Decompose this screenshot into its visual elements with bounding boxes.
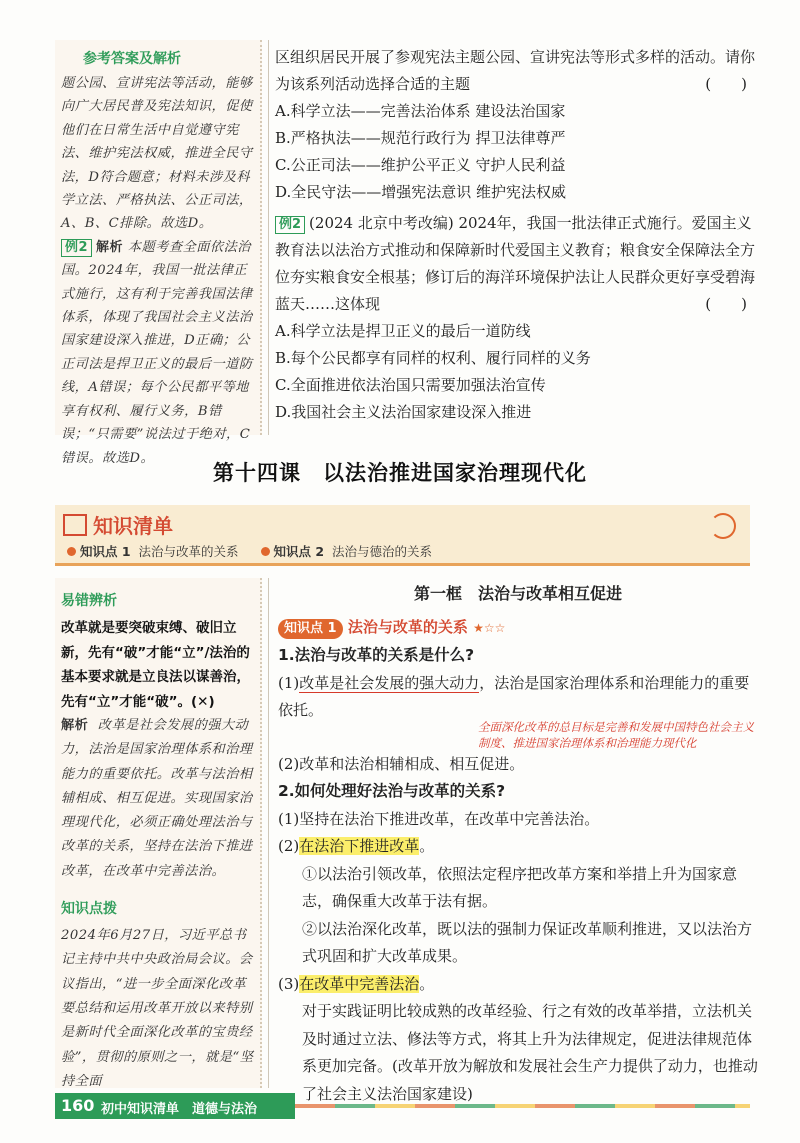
answer-text-2: 本题考查全面依法治国。2024年，我国一批法律正式施行，这有利于完善我国法律体系，体现了我国社会主义法治国家建设深入推进，D正确；公正司法是捍卫正义的最后一道防线，A错误；每个公民都平等地享有权利、履行义务，B错误；“只需要”说法过于绝对，C错误。故选D。 [61,239,253,466]
error-analysis: 解析 改革是社会发展的强大动力，法治是国家治理体系和治理能力的重要依托。改革与法治相辅相成、相互促进。实现国家治理现代化，必须正确处理法治与改革的关系，坚持在法治下推进改革，在改革中完善法治。 [61,718,253,879]
answer-1-1: (1)改革是社会发展的强大动力，法治是国家治理体系和治理能力的重要依托。 [278,673,750,719]
answer-heading: 参考答案及解析 [83,51,181,67]
knowledge-point-2[interactable]: 知识点 2 法治与德治的关系 [261,544,433,559]
banner-title: 知识清单 [93,514,173,538]
frame-title: 第一框 法治与改革相互促进 [413,584,622,603]
knowledge-point-1[interactable]: 知识点 1 法治与改革的关系 [67,544,239,559]
example1-option-c: C.公正司法——维护公平正义 守护人民利益 [275,156,566,174]
tips-heading: 知识点拨 [61,901,117,918]
checkbox-icon [63,514,87,536]
book-title: 初中知识清单 道德与法治 [101,1102,258,1117]
example-tag: 例2 [61,239,92,257]
difficulty-stars: ★☆☆ [473,620,506,635]
answer-2-2: (2)在法治下推进改革。 [278,837,435,855]
footer-stripe [295,1104,750,1108]
tips-text: 2024年6月27日，习近平总书记主持中共中央政治局会议。会议指出，“进一步全面深化改革要总结和运用改革开放以来特别是新时代全面深化改革的宝贵经验”，贯彻的原则之一，就是“坚持全面 [61,928,254,1089]
main-content [278,578,758,1108]
answer-sidebar [55,40,262,466]
answer-2-1: (1)坚持在法治下推进改革，在改革中完善法治。 [278,809,600,828]
question-2: 2.如何处理好法治与改革的关系? [278,782,506,800]
column-divider-2 [268,578,269,1088]
example2-option-d: D.我国社会主义法治国家建设深入推进 [275,403,532,421]
example1-option-b: B.严格执法——规范行政行为 捍卫法律尊严 [275,129,566,147]
answer-2-3: (3)在改革中完善法治。 [278,974,435,993]
example2-tag: 例2 [275,216,305,234]
answer-2-3-text: 对于实践证明比较成熟的改革经验、行之有效的改革举措，立法机关及时通过立法、修法等方式，将其上升为法律规定，促进法律规范体系更加完备。(改革开放为解放和发展社会生产力提供了动力，也推动了社会主义法治国家建设) [302,1002,758,1103]
examples-column [275,44,755,426]
answer-1-2: (2)改革和法治相辅相成、相互促进。 [278,754,525,773]
question-1: 1.法治与改革的关系是什么? [278,646,475,664]
example2-stem: 例2 (2024 北京中考改编) 2024年，我国一批法律正式施行。爱国主义教育法以法治方式推动和保障新时代爱国主义教育；粮食安全保障法全方位夯实粮食安全根基；修订后的海洋环境保护法让人民群众更好享受碧海蓝天……这体现 ( ) [275,210,755,318]
page-number: 160 [61,1096,95,1115]
example1-stem: 区组织居民开展了参观宪法主题公园、宣讲宪法等形式多样的活动。请你为该系列活动选择合适的主题 ( ) [275,44,755,98]
false-mark: (✕) [191,693,215,710]
dot-icon [67,547,76,556]
kp-pill: 知识点 1 [278,619,343,639]
lesson-title: 第十四课 以法治推进国家治理现代化 [213,461,587,485]
swirl-icon [710,513,736,539]
page-footer [55,1093,295,1119]
error-analysis-heading: 易错辨析 [61,593,117,609]
example2-option-b: B.每个公民都享有同样的权利、履行同样的义务 [275,349,591,367]
knowledge-banner [55,505,750,563]
example2-option-a: A.科学立法是捍卫正义的最后一道防线 [275,322,531,340]
answer-text-1: 题公园、宣讲宪法等活动，能够向广大居民普及宪法知识，促使他们在日常生活中自觉遵守宪法、维护宪法权威，推进全民守法，D符合题意；材料未涉及科学立法、严格执法、公正司法，A、B、C排除。故选D。 [61,76,253,232]
tips-sidebar [55,578,262,1088]
dot-icon [261,547,270,556]
column-divider [268,40,269,435]
example1-option-a: A.科学立法——完善法治体系 建设法治国家 [275,102,566,120]
handwritten-note: 全面深化改革的总目标是完善和发展中国特色社会主义制度、推进国家治理体系和治理能力现代化 [478,719,754,750]
example1-option-d: D.全民守法——增强宪法意识 维护宪法权威 [275,183,567,201]
answer-paren: ( ) [705,75,747,93]
answer-2-2-b: ②以法治深化改革，既以法的强制力保证改革顺利推进，又以法治方式巩固和扩大改革成果。 [302,919,753,965]
example2-option-c: C.全面推进依法治国只需要加强法治宣传 [275,376,546,394]
answer-2-2-a: ①以法治引领改革，依照法定程序把改革方案和举措上升为国家意志，确保重大改革于法有据。 [302,864,738,910]
knowledge-point-heading: 知识点 1 法治与改革的关系 ★☆☆ [278,614,758,643]
banner-underline [55,563,750,566]
error-statement: 改革就是要突破束缚、破旧立新，先有“破”才能“立”/法治的基本要求就是立良法以谋善治，先有“立”才能“破”。(✕) [61,620,250,710]
analysis-label: 解析 [96,239,124,255]
answer-paren-2: ( ) [705,295,747,313]
